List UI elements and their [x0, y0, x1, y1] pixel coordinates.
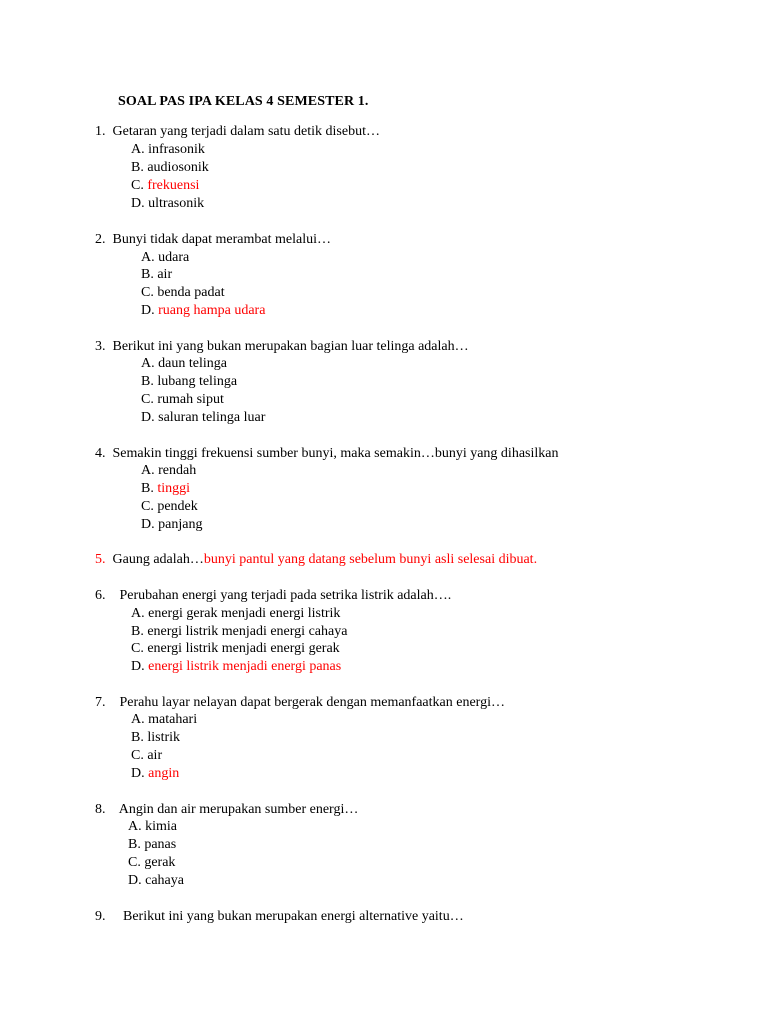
option-letter: D.: [131, 766, 145, 781]
option-b: [141, 480, 190, 497]
option-letter: C.: [141, 285, 154, 300]
option-letter: C.: [141, 392, 154, 407]
option-d: [141, 409, 265, 426]
option-text: saluran telinga luar: [158, 410, 266, 425]
option-b: [131, 159, 209, 176]
option-d: [141, 302, 265, 319]
option-text: panas: [144, 837, 177, 852]
option-letter: B.: [141, 481, 154, 496]
option-letter: A.: [141, 250, 155, 265]
question-8: [95, 801, 358, 818]
option-letter: D.: [141, 517, 155, 532]
option-letter: A.: [141, 356, 155, 371]
option-text: matahari: [148, 712, 198, 727]
question-text: Berikut ini yang bukan merupakan bagian luar telinga adalah…: [112, 339, 469, 354]
question-text: Perahu layar nelayan dapat bergerak dengan memanfaatkan energi…: [119, 695, 505, 710]
option-d: [131, 658, 341, 675]
option-a: [128, 818, 177, 835]
question-5: [95, 551, 537, 568]
option-letter: A.: [141, 463, 155, 478]
option-text: rendah: [158, 463, 197, 478]
option-c: [128, 854, 175, 871]
option-c: [131, 747, 162, 764]
option-letter: D.: [141, 303, 155, 318]
option-b: [128, 836, 176, 853]
option-text: lubang telinga: [157, 374, 238, 389]
option-letter: B.: [131, 624, 144, 639]
question-text: Gaung adalah…: [112, 552, 204, 567]
option-letter: A.: [131, 142, 145, 157]
option-text: energi gerak menjadi energi listrik: [148, 606, 341, 621]
correct-answer-text: bunyi pantul yang datang sebelum bunyi asli selesai dibuat.: [203, 552, 538, 567]
question-1: [95, 123, 380, 140]
option-a: [141, 249, 189, 266]
option-b: [131, 623, 347, 640]
option-b: [131, 729, 180, 746]
question-9: [95, 908, 464, 925]
option-letter: C.: [131, 178, 144, 193]
option-text: energi listrik menjadi energi gerak: [147, 641, 340, 656]
option-text: cahaya: [145, 873, 184, 888]
option-letter: D.: [131, 196, 145, 211]
question-text: Semakin tinggi frekuensi sumber bunyi, maka semakin…bunyi yang dihasilkan: [112, 446, 559, 461]
option-letter: B.: [131, 160, 144, 175]
option-text: rumah siput: [157, 392, 224, 407]
option-c: [141, 498, 198, 515]
question-text: Berikut ini yang bukan merupakan energi alternative yaitu…: [123, 909, 464, 924]
option-text: pendek: [157, 499, 198, 514]
option-a: [131, 605, 340, 622]
option-text: daun telinga: [158, 356, 227, 371]
option-text: panjang: [158, 517, 203, 532]
question-number: 4.: [95, 446, 106, 461]
option-letter: D.: [131, 659, 145, 674]
question-text: Perubahan energi yang terjadi pada setrika listrik adalah….: [119, 588, 452, 603]
option-text: audiosonik: [147, 160, 209, 175]
option-text: kimia: [145, 819, 178, 834]
option-text: listrik: [147, 730, 181, 745]
option-a: [131, 141, 205, 158]
option-letter: A.: [131, 712, 145, 727]
question-number: 9.: [95, 909, 106, 924]
option-text: gerak: [144, 855, 176, 870]
question-3: [95, 338, 469, 355]
correct-answer-text: tinggi: [157, 481, 191, 496]
option-c: [141, 284, 225, 301]
question-number: 6.: [95, 588, 106, 603]
option-text: ultrasonik: [148, 196, 205, 211]
question-2: [95, 231, 331, 248]
correct-answer-text: angin: [148, 766, 180, 781]
option-d: [131, 195, 204, 212]
option-a: [141, 462, 196, 479]
option-text: air: [147, 748, 163, 763]
option-letter: C.: [131, 641, 144, 656]
option-a: [141, 355, 227, 372]
question-number: 3.: [95, 339, 106, 354]
question-text: Angin dan air merupakan sumber energi…: [118, 802, 359, 817]
option-letter: B.: [131, 730, 144, 745]
option-letter: A.: [131, 606, 145, 621]
option-text: energi listrik menjadi energi cahaya: [147, 624, 348, 639]
option-letter: B.: [141, 374, 154, 389]
option-text: air: [157, 267, 173, 282]
option-a: [131, 711, 197, 728]
option-letter: D.: [128, 873, 142, 888]
question-number: 7.: [95, 695, 106, 710]
question-number: 8.: [95, 802, 106, 817]
option-c: [141, 391, 224, 408]
option-letter: B.: [141, 267, 154, 282]
option-d: [128, 872, 184, 889]
question-number: 2.: [95, 232, 106, 247]
option-letter: A.: [128, 819, 142, 834]
question-number: 1.: [95, 124, 106, 139]
option-letter: B.: [128, 837, 141, 852]
question-number: 5.: [95, 552, 106, 567]
option-letter: C.: [131, 748, 144, 763]
page-title: SOAL PAS IPA KELAS 4 SEMESTER 1.: [118, 94, 369, 109]
option-d: [141, 516, 202, 533]
correct-answer-text: ruang hampa udara: [158, 303, 266, 318]
question-text: Bunyi tidak dapat merambat melalui…: [112, 232, 331, 247]
option-c: [131, 640, 340, 657]
option-text: udara: [158, 250, 190, 265]
question-text: Getaran yang terjadi dalam satu detik disebut…: [112, 124, 380, 139]
option-d: [131, 765, 179, 782]
option-b: [141, 373, 237, 390]
question-6: [95, 587, 451, 604]
option-letter: C.: [128, 855, 141, 870]
question-4: [95, 445, 558, 462]
question-7: [95, 694, 505, 711]
option-text: benda padat: [157, 285, 225, 300]
option-letter: C.: [141, 499, 154, 514]
option-letter: D.: [141, 410, 155, 425]
option-text: infrasonik: [148, 142, 205, 157]
option-c: [131, 177, 199, 194]
correct-answer-text: energi listrik menjadi energi panas: [148, 659, 342, 674]
option-b: [141, 266, 172, 283]
correct-answer-text: frekuensi: [147, 178, 200, 193]
